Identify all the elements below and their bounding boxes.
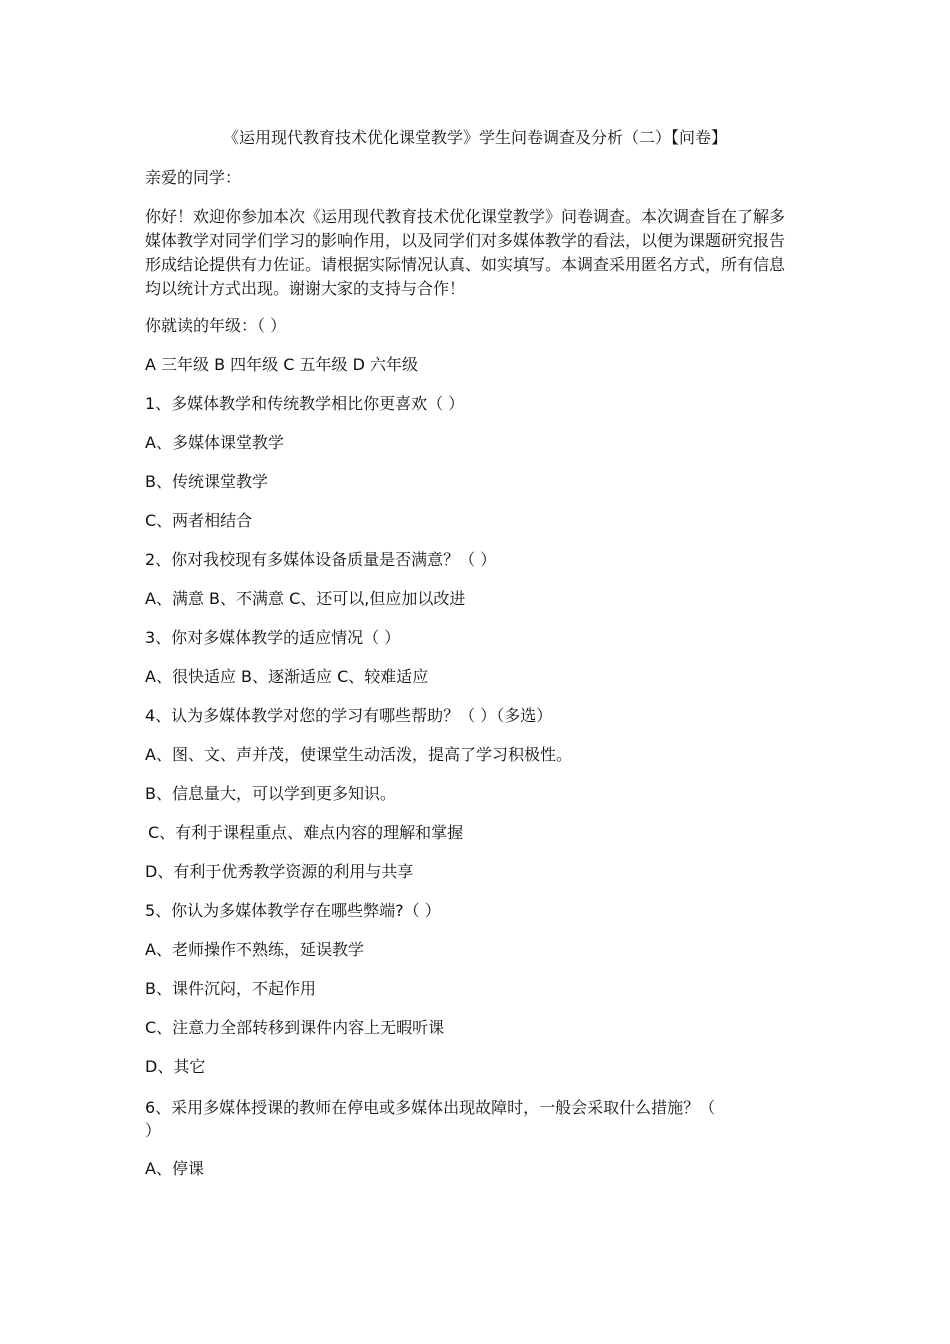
q4-question: 4、认为多媒体教学对您的学习有哪些帮助？（ ）（多选） bbox=[145, 706, 553, 725]
grade-question: 你就读的年级：（ ） bbox=[145, 316, 287, 335]
intro-paragraph: 你好！欢迎你参加本次《运用现代教育技术优化课堂教学》问卷调查。本次调查旨在了解多媒体教学对同学们学习的影响作用，以及同学们对多媒体教学的看法，以便为课题研究报告形成结论提供有力佐证。请根据实际情况认真、如实填写。本调查采用匿名方式，所有信息均以统计方式出现。谢谢大家的支持与合作！ bbox=[145, 207, 786, 298]
q6-question-line1: 6、采用多媒体授课的教师在停电或多媒体出现故障时，一般会采取什么措施？（ bbox=[145, 1098, 716, 1117]
q1-option-c: C、两者相结合 bbox=[145, 511, 253, 530]
q1-option-b: B、传统课堂教学 bbox=[145, 472, 268, 491]
q4-option-b: B、信息量大，可以学到更多知识。 bbox=[145, 784, 396, 803]
greeting: 亲爱的同学： bbox=[145, 168, 242, 187]
q2-options: A、满意 B、不满意 C、还可以,但应加以改进 bbox=[145, 589, 466, 608]
q5-question: 5、你认为多媒体教学存在哪些弊端?（ ） bbox=[145, 901, 441, 920]
grade-options: A 三年级 B 四年级 C 五年级 D 六年级 bbox=[145, 355, 419, 374]
q4-option-a: A、图、文、声并茂，使课堂生动活泼，提高了学习积极性。 bbox=[145, 745, 572, 764]
q5-option-d: D、其它 bbox=[145, 1057, 206, 1076]
q5-option-b: B、课件沉闷，不起作用 bbox=[145, 979, 316, 998]
q4-option-c: C、有利于课程重点、难点内容的理解和掌握 bbox=[148, 823, 464, 842]
q2-question: 2、你对我校现有多媒体设备质量是否满意？（ ） bbox=[145, 550, 497, 569]
q6-question-line2: ） bbox=[145, 1121, 162, 1140]
q3-question: 3、你对多媒体教学的适应情况（ ） bbox=[145, 628, 401, 647]
q4-option-d: D、有利于优秀教学资源的利用与共享 bbox=[145, 862, 414, 881]
q6-option-a: A、停课 bbox=[145, 1159, 204, 1178]
q5-option-c: C、注意力全部转移到课件内容上无暇听课 bbox=[145, 1018, 445, 1037]
document-title: 《运用现代教育技术优化课堂教学》学生问卷调查及分析（二）【问卷】 bbox=[222, 128, 727, 147]
q5-option-a: A、老师操作不熟练，延误教学 bbox=[145, 940, 364, 959]
q1-question: 1、多媒体教学和传统教学相比你更喜欢（ ） bbox=[145, 394, 465, 413]
q3-options: A、很快适应 B、逐渐适应 C、较难适应 bbox=[145, 667, 429, 686]
q1-option-a: A、多媒体课堂教学 bbox=[145, 433, 284, 452]
